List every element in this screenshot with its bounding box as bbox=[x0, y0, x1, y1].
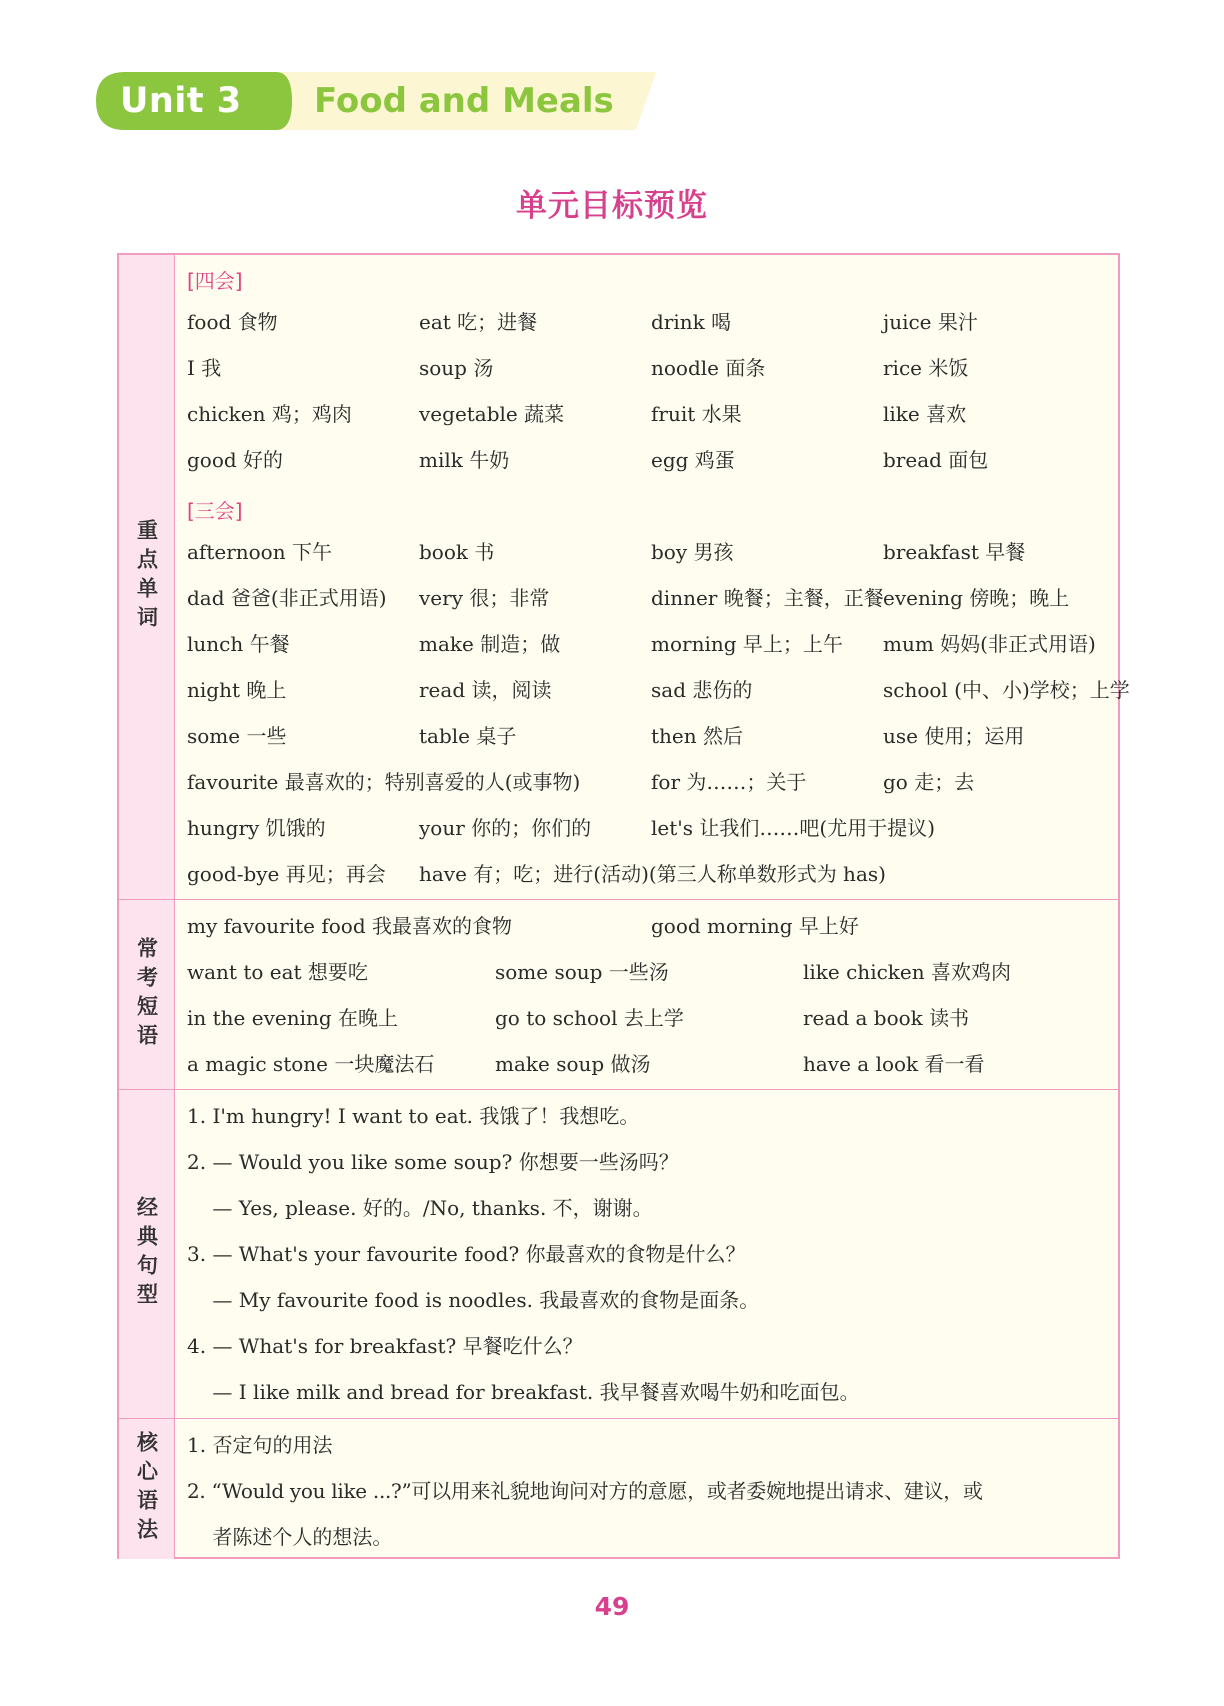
vocab-row bbox=[175, 667, 1130, 713]
sentence-line: — Yes, please. 好的。/No, thanks. 不，谢谢。 bbox=[187, 1196, 653, 1220]
sentence-line: 4. — What's for breakfast? 早餐吃什么？ bbox=[187, 1334, 583, 1358]
phrase-item: a magic stone 一块魔法石 bbox=[187, 1052, 435, 1076]
phrase-item: have a look 看一看 bbox=[803, 1052, 985, 1076]
vocab-row bbox=[175, 759, 1118, 805]
phrases-label: 常考短语 bbox=[119, 900, 175, 1089]
vocab-word: fruit 水果 bbox=[651, 402, 742, 426]
vocab-word: lunch 午餐 bbox=[187, 632, 290, 656]
grammar-line: 2. “Would you like ...?”可以用来礼貌地询问对方的意愿，或者委婉地提出请求、建议，或 bbox=[187, 1479, 983, 1503]
vocab-row bbox=[175, 575, 1118, 621]
sentence-line: 1. I'm hungry! I want to eat. 我饿了！我想吃。 bbox=[187, 1104, 640, 1128]
grammar-body bbox=[175, 1419, 1118, 1559]
vocab-word: make 制造；做 bbox=[419, 632, 561, 656]
vocab-word: read 读，阅读 bbox=[419, 678, 552, 702]
page-number: 49 bbox=[594, 1592, 630, 1621]
phrase-row bbox=[175, 949, 1118, 995]
vocab-label: 重点单词 bbox=[119, 255, 175, 899]
phrase-item: want to eat 想要吃 bbox=[187, 960, 368, 984]
vocab-word: noodle 面条 bbox=[651, 356, 766, 380]
unit-title: Food and Meals bbox=[314, 81, 614, 121]
vocab-row bbox=[175, 713, 1118, 759]
vocab-body bbox=[175, 255, 1130, 899]
vocab-word: drink 喝 bbox=[651, 310, 732, 334]
phrases-section bbox=[119, 899, 1118, 1089]
vocab-word: go 走；去 bbox=[883, 770, 975, 794]
unit-banner bbox=[96, 72, 656, 130]
page-heading: 单元目标预览 bbox=[516, 188, 708, 224]
vocab-word: bread 面包 bbox=[883, 448, 989, 472]
sentences-section bbox=[119, 1089, 1118, 1418]
vocab-row bbox=[175, 391, 1118, 437]
vocab-row bbox=[175, 437, 1118, 483]
vocab-word: food 食物 bbox=[187, 310, 278, 334]
grammar-line: 1. 否定句的用法 bbox=[187, 1433, 333, 1457]
vocab-word: like 喜欢 bbox=[883, 402, 967, 426]
vocab-word: some 一些 bbox=[187, 724, 287, 748]
phrase-row bbox=[175, 995, 1118, 1041]
phrase-item: some soup 一些汤 bbox=[495, 960, 669, 984]
sentences-label: 经典句型 bbox=[119, 1090, 175, 1418]
vocab-word: soup 汤 bbox=[419, 356, 494, 380]
vocab-row bbox=[175, 345, 1118, 391]
vocab-word: sad 悲伤的 bbox=[651, 678, 753, 702]
vocab-section bbox=[119, 255, 1130, 899]
sentence-line: — I like milk and bread for breakfast. 我早餐喜欢喝牛奶和吃面包。 bbox=[187, 1380, 860, 1404]
vocab-word: egg 鸡蛋 bbox=[651, 448, 735, 472]
vocab-row bbox=[175, 299, 1118, 345]
phrases-body bbox=[175, 900, 1118, 1089]
tag-three-skills: [三会] bbox=[187, 499, 243, 523]
vocab-word: dinner 晚餐；主餐，正餐 bbox=[651, 586, 884, 610]
phrase-item: my favourite food 我最喜欢的食物 bbox=[187, 914, 512, 938]
tag-four-skills: [四会] bbox=[187, 269, 243, 293]
vocab-word: then 然后 bbox=[651, 724, 743, 748]
vocab-word: milk 牛奶 bbox=[419, 448, 510, 472]
vocab-word: for 为……；关于 bbox=[651, 770, 807, 794]
vocab-word: rice 米饭 bbox=[883, 356, 969, 380]
phrase-item: like chicken 喜欢鸡肉 bbox=[803, 960, 1011, 984]
vocab-word: let's 让我们……吧(尤用于提议) bbox=[651, 816, 935, 840]
phrase-item: good morning 早上好 bbox=[651, 914, 859, 938]
phrase-item: read a book 读书 bbox=[803, 1006, 970, 1030]
vocab-word: book 书 bbox=[419, 540, 495, 564]
vocab-word: afternoon 下午 bbox=[187, 540, 332, 564]
vocab-word: have 有；吃；进行(活动)(第三人称单数形式为 has) bbox=[419, 862, 886, 886]
vocab-word: mum 妈妈(非正式用语) bbox=[883, 632, 1096, 656]
vocab-word: hungry 饥饿的 bbox=[187, 816, 326, 840]
vocab-word: evening 傍晚；晚上 bbox=[883, 586, 1070, 610]
vocab-row bbox=[175, 621, 1118, 667]
vocab-row bbox=[175, 851, 1118, 897]
vocab-word: school (中、小)学校；上学 bbox=[883, 678, 1130, 702]
preview-table bbox=[117, 253, 1130, 1559]
vocab-word: morning 早上；上午 bbox=[651, 632, 843, 656]
vocab-row bbox=[175, 805, 1118, 851]
vocab-word: breakfast 早餐 bbox=[883, 540, 1026, 564]
unit-label: Unit 3 bbox=[120, 81, 242, 121]
vocab-row bbox=[175, 529, 1118, 575]
phrase-row bbox=[175, 1041, 1118, 1087]
vocab-word: juice 果汁 bbox=[883, 310, 978, 334]
grammar-line: 者陈述个人的想法。 bbox=[187, 1525, 393, 1549]
vocab-word: night 晚上 bbox=[187, 678, 287, 702]
phrase-item: make soup 做汤 bbox=[495, 1052, 651, 1076]
vocab-word: dad 爸爸(非正式用语) bbox=[187, 586, 387, 610]
vocab-word: eat 吃；进餐 bbox=[419, 310, 538, 334]
vocab-word: good-bye 再见；再会 bbox=[187, 862, 386, 886]
vocab-word: use 使用；运用 bbox=[883, 724, 1025, 748]
phrase-item: in the evening 在晚上 bbox=[187, 1006, 399, 1030]
sentence-line: — My favourite food is noodles. 我最喜欢的食物是面条。 bbox=[187, 1288, 760, 1312]
vocab-word: very 很；非常 bbox=[419, 586, 550, 610]
vocab-word: chicken 鸡；鸡肉 bbox=[187, 402, 352, 426]
sentences-body bbox=[175, 1090, 1118, 1418]
grammar-label: 核心语法 bbox=[119, 1419, 175, 1559]
sentence-line: 3. — What's your favourite food? 你最喜欢的食物是什么？ bbox=[187, 1242, 746, 1266]
phrase-row bbox=[175, 903, 1118, 949]
vocab-word: favourite 最喜欢的；特别喜爱的人(或事物) bbox=[187, 770, 581, 794]
vocab-word: your 你的；你们的 bbox=[419, 816, 592, 840]
phrase-item: go to school 去上学 bbox=[495, 1006, 684, 1030]
vocab-word: table 桌子 bbox=[419, 724, 517, 748]
sentence-line: 2. — Would you like some soup? 你想要一些汤吗？ bbox=[187, 1150, 679, 1174]
vocab-word: good 好的 bbox=[187, 448, 284, 472]
vocab-word: boy 男孩 bbox=[651, 540, 734, 564]
grammar-section bbox=[119, 1418, 1118, 1559]
vocab-word: I 我 bbox=[187, 356, 222, 380]
vocab-word: vegetable 蔬菜 bbox=[419, 402, 565, 426]
